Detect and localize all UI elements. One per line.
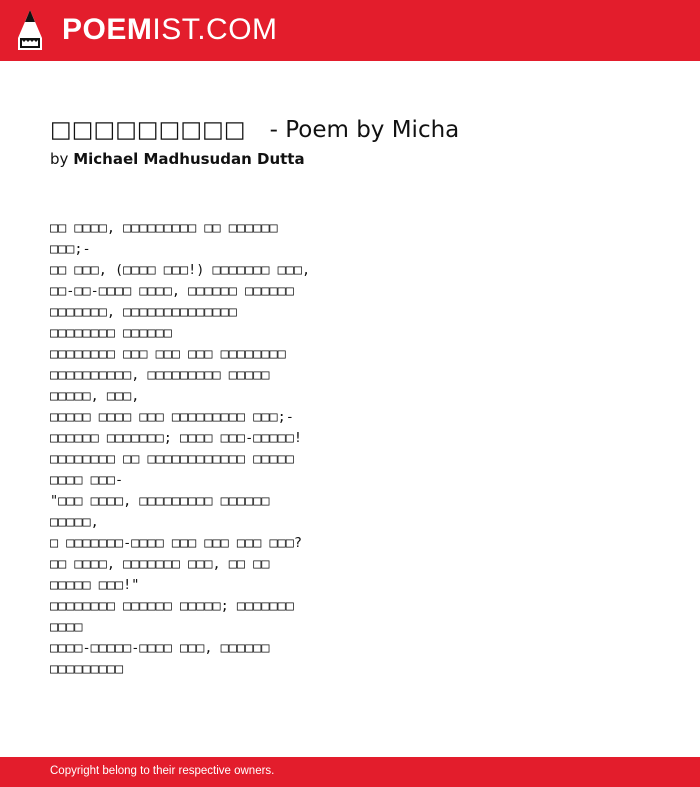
- poem-line: "□□□ □□□□, □□□□□□□□□ □□□□□□: [50, 493, 270, 509]
- poem-line: □□□□: [50, 619, 83, 635]
- poem-line: □□□□□□□□ □□ □□□□□□□□□□□□ □□□□□: [50, 451, 294, 467]
- site-footer: [0, 757, 700, 787]
- poem-line: □□□□ □□□-: [50, 472, 124, 488]
- poem-line: □□□□□□□, □□□□□□□□□□□□□□: [50, 304, 237, 320]
- poem-line: □□□□□□ □□□□□□□; □□□□ □□□-□□□□□!: [50, 430, 302, 446]
- poem-line: □□□□□, □□□,: [50, 388, 140, 404]
- poem-line: □ □□□□□□□-□□□□ □□□ □□□ □□□ □□□?: [50, 535, 302, 551]
- poem-line: □□□□□ □□□□ □□□ □□□□□□□□□ □□□;-: [50, 409, 294, 425]
- poem-line: □□ □□□□, □□□□□□□□□ □□ □□□□□□: [50, 220, 278, 236]
- logo-bold-text: POEM: [62, 13, 153, 46]
- pencil-logo-icon[interactable]: [16, 8, 44, 52]
- poem-line: □□□□□□□□□: [50, 661, 124, 677]
- poem-body: [50, 218, 310, 680]
- poem-line: □□□□□ □□□!": [50, 577, 140, 593]
- copyright-text: Copyright belong to their respective owners.: [50, 765, 275, 777]
- poem-line: □□□□□□□□□□, □□□□□□□□□ □□□□□: [50, 367, 270, 383]
- logo-light-text: IST.COM: [152, 13, 278, 46]
- poem-line: □□□□□□□□ □□□ □□□ □□□ □□□□□□□□: [50, 346, 286, 362]
- author-byline: [50, 150, 305, 168]
- poem-line: □□□□□,: [50, 514, 99, 530]
- poem-line: □□-□□-□□□□ □□□□, □□□□□□ □□□□□□: [50, 283, 294, 299]
- poem-line: □□□□□□□□ □□□□□□: [50, 325, 172, 341]
- poem-title-native: □□□□□□□□□: [50, 117, 246, 143]
- site-header: [0, 0, 700, 61]
- poem-line: □□ □□□, (□□□□ □□□!) □□□□□□□ □□□,: [50, 262, 311, 278]
- poem-line: □□ □□□□, □□□□□□□ □□□, □□ □□: [50, 556, 270, 572]
- poem-line: □□□□□□□□ □□□□□□ □□□□□; □□□□□□□: [50, 598, 294, 614]
- site-logo[interactable]: [62, 13, 278, 47]
- byline-prefix: by: [50, 150, 69, 168]
- poem-title: [50, 117, 459, 143]
- poem-title-suffix: - Poem by Micha: [269, 117, 460, 143]
- author-name[interactable]: Michael Madhusudan Dutta: [73, 150, 305, 168]
- poem-line: □□□;-: [50, 241, 91, 257]
- poem-line: □□□□-□□□□□-□□□□ □□□, □□□□□□: [50, 640, 270, 656]
